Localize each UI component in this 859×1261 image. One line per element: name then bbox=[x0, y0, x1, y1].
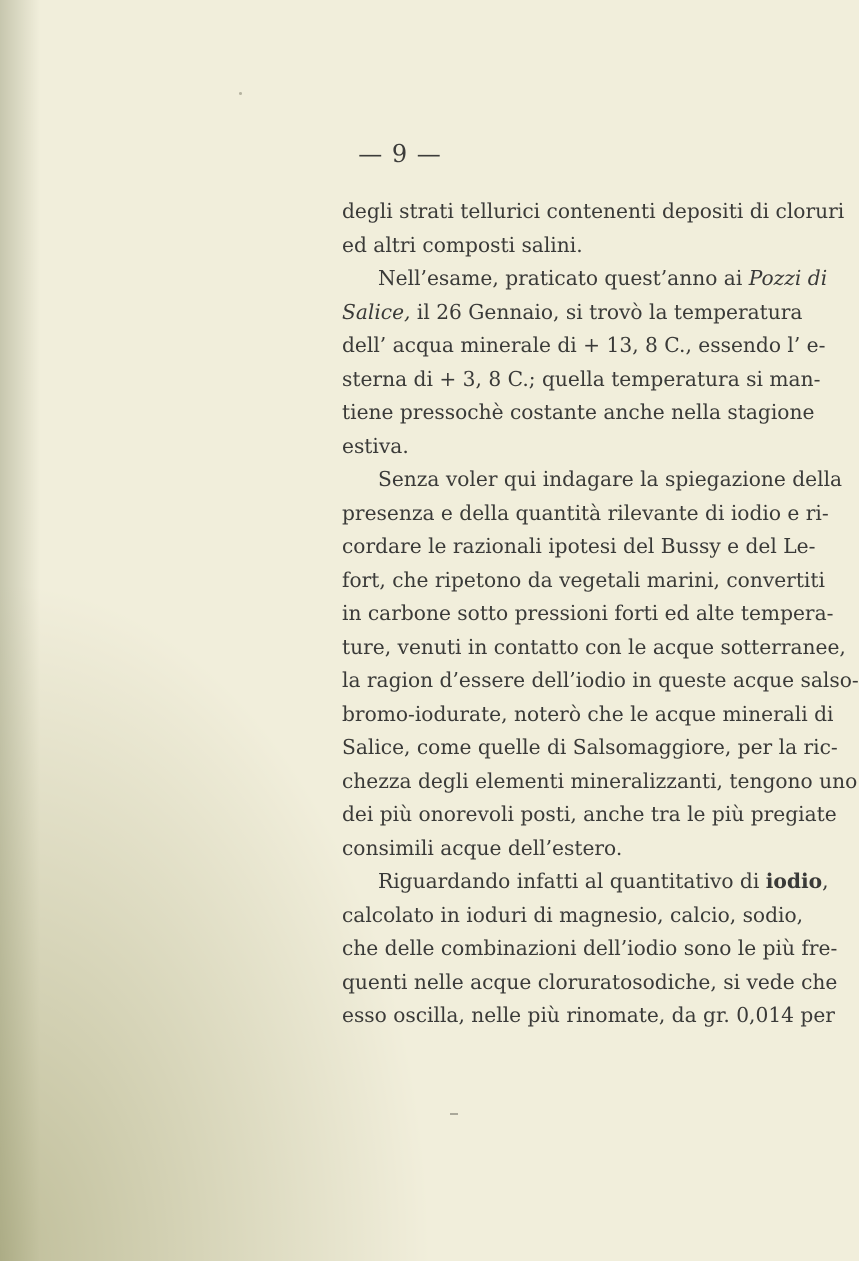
text-line: degli strati tellurici contenenti depositi di cloruri bbox=[342, 199, 845, 223]
print-mark bbox=[450, 1113, 458, 1115]
text-line: fort, che ripetono da vegetali marini, convertiti bbox=[342, 567, 825, 592]
text-line: che delle combinazioni dell’iodio sono le più fre- bbox=[342, 936, 838, 960]
text-line: bromo-iodurate, noterò che le acque minerali di bbox=[342, 701, 834, 726]
text-line: Riguardando infatti al quantitativo di iodio, bbox=[378, 869, 829, 893]
text-line: calcolato in ioduri di magnesio, calcio, sodio, bbox=[342, 902, 804, 927]
bold-term-iodio: iodio bbox=[765, 869, 823, 893]
text-line: ture, venuti in contatto con le acque sotterranee, bbox=[342, 634, 846, 659]
italic-place-name: Salice, bbox=[342, 299, 411, 324]
text-line: ed altri composti salini. bbox=[342, 232, 583, 257]
text-line: Senza voler qui indagare la spiegazione della bbox=[378, 467, 843, 491]
text-line: tiene pressochè costante anche nella stagione bbox=[342, 400, 815, 424]
text-line: presenza e della quantità rilevante di iodio e ri- bbox=[342, 500, 829, 525]
text-line: chezza degli elementi mineralizzanti, tengono uno bbox=[342, 768, 858, 793]
text-line: quenti nelle acque cloruratosodiche, si vede che bbox=[342, 969, 838, 994]
paper-speck bbox=[239, 92, 242, 95]
text-line: Salice, il 26 Gennaio, si trovò la temperatura bbox=[342, 299, 803, 324]
text-line: sterna di + 3, 8 C.; quella temperatura si man- bbox=[342, 366, 821, 391]
text-line: in carbone sotto pressioni forti ed alte tempera- bbox=[342, 601, 834, 625]
text-line: estiva. bbox=[342, 433, 409, 458]
text-line: la ragion d’essere dell’iodio in queste acque salso- bbox=[342, 668, 859, 692]
text-line: esso oscilla, nelle più rinomate, da gr. 0,014 per bbox=[342, 1003, 835, 1027]
text-line: dei più onorevoli posti, anche tra le più pregiate bbox=[342, 802, 837, 826]
text-line: cordare le razionali ipotesi del Bussy e del Le- bbox=[342, 534, 816, 558]
text-line: Salice, come quelle di Salsomaggiore, per la ric- bbox=[342, 735, 838, 759]
text-line: consimili acque dell’estero. bbox=[342, 835, 623, 860]
italic-place-name: Pozzi di bbox=[748, 266, 828, 290]
page-number: — 9 — bbox=[358, 140, 442, 168]
body-text bbox=[342, 195, 859, 1033]
text-line: Nell’esame, praticato quest’anno ai Pozzi di bbox=[378, 266, 828, 290]
text-line: dell’ acqua minerale di + 13, 8 C., essendo l’ e- bbox=[342, 333, 826, 357]
